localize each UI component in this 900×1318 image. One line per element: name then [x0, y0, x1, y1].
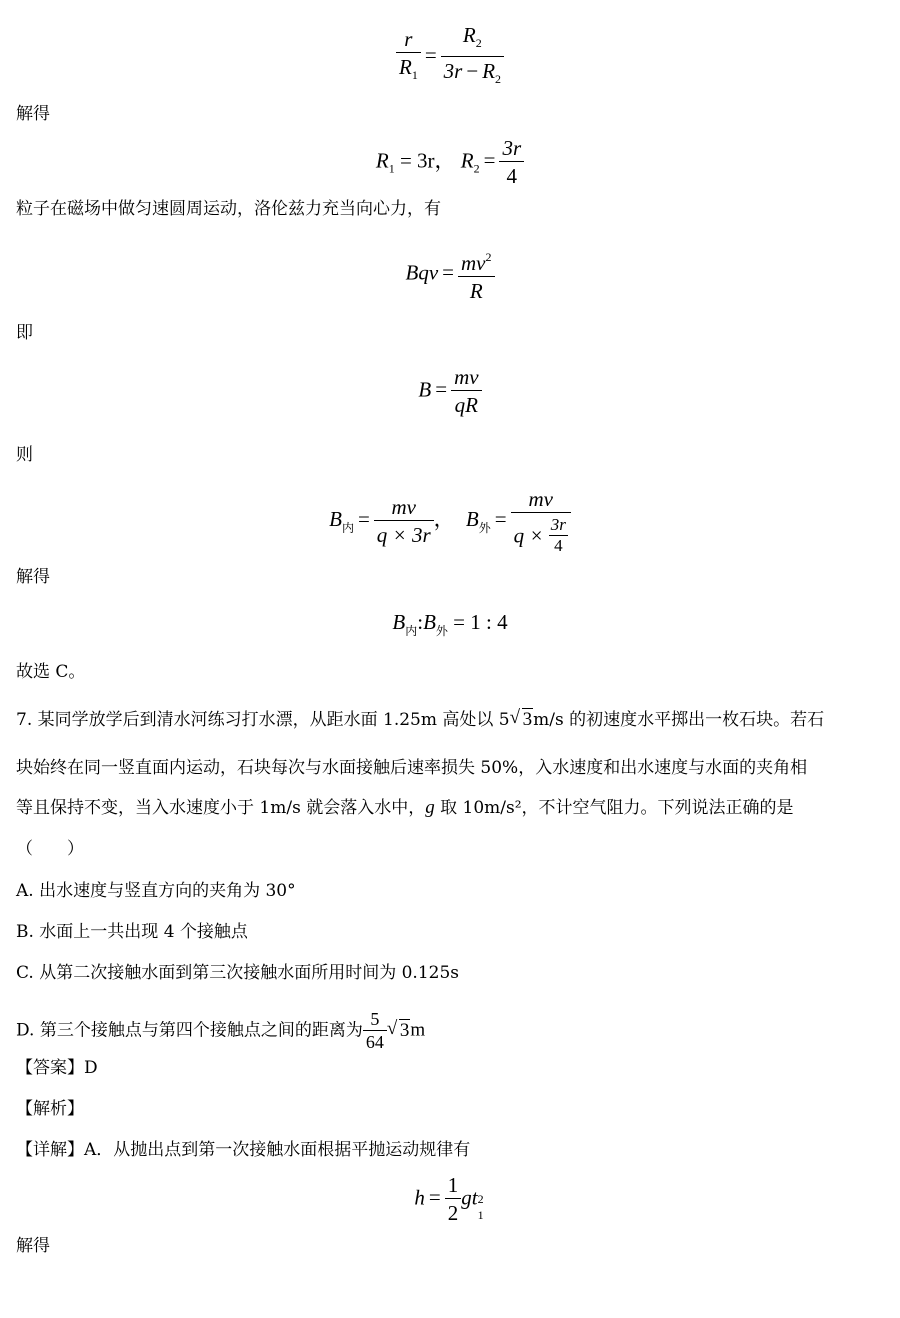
sqrt-3-d: √ 3	[386, 1017, 410, 1041]
question-line-1: 7. 某同学放学后到清水河练习打水漂，从距水面 1.25m 高处以 5 √ 3m/s 的初速度水平掷出一枚石块。若石	[16, 707, 825, 730]
question-line-3: 等且保持不变，当入水速度小于 1m/s 就会落入水中，g 取 10m/s²，不计空气阻力。下列说法正确的是	[16, 797, 794, 818]
equation-ratio: $\frac{r}{R_1}$ = $\frac{R_2}{3r - R_2}$	[0, 22, 900, 93]
fraction-mv2-over-R: $\frac{mv^2}{R}$	[458, 244, 495, 305]
equation-R1-R2-solution: $R_1 = 3r$， $R_2$ = $\frac{3r}{4}$	[0, 135, 900, 190]
fraction-B-inner: $\frac{mv}{q \times 3r}$	[374, 494, 434, 549]
fraction-R2-over-3r-minus-R2: $\frac{R_2}{3r - R_2}$	[441, 22, 504, 93]
analysis-label: 【解析】	[16, 1099, 84, 1119]
option-d: D. 第三个接触点与第四个接触点之间的距离为 $\frac{5}{64}$ √ 3m	[16, 1009, 426, 1052]
fraction-3r-over-4: $\frac{3r}{4}$	[499, 135, 524, 190]
fraction-1-over-2: $\frac{1}{2}$	[445, 1172, 462, 1227]
option-a: A. 出水速度与竖直方向的夹角为 30°	[16, 881, 296, 901]
fraction-3r-over-4-nested: $\frac{3r}{4}$	[550, 515, 566, 555]
option-c: C. 从第二次接触水面到第三次接触水面所用时间为 0.125s	[16, 963, 460, 983]
fraction-mv-over-qR: $\frac{mv}{qR}$	[451, 364, 482, 419]
text-ze: 则	[16, 445, 33, 465]
equation-free-fall: h = $\frac{1}{2}$ gt 2 1	[414, 1173, 484, 1225]
fraction-r-over-R1: $\frac{r}{R_1}$	[396, 26, 421, 89]
answer-label: 【答案】D	[16, 1058, 98, 1078]
text-lorentz-force: 粒子在磁场中做匀速圆周运动，洛伦兹力充当向心力，有	[16, 199, 441, 219]
text-jiede-2: 解得	[16, 567, 50, 587]
question-blank: （ ）	[16, 839, 84, 859]
option-b: B. 水面上一共出现 4 个接触点	[16, 922, 248, 942]
sqrt-3: √ 3	[509, 707, 533, 730]
equation-Bqv: Bqv = $\frac{mv^2}{R}$	[0, 244, 900, 305]
fraction-5-over-64: $\frac{5}{64}$	[363, 1008, 387, 1053]
text-jiede-1: 解得	[16, 104, 50, 124]
text-jiede-3: 解得	[16, 1236, 50, 1256]
fraction-B-outer: mv q × $\frac{3r}{4}$	[511, 486, 571, 556]
text-choose-answer: 故选 C。	[16, 662, 86, 682]
equation-ratio-result: $B_内:B_外 = 1$ : 4	[392, 610, 508, 638]
detail-label: 【详解】A．从抛出点到第一次接触水面根据平抛运动规律有	[16, 1140, 471, 1160]
equation-B: B = $\frac{mv}{qR}$	[0, 364, 900, 419]
question-line-2: 块始终在同一竖直面内运动，石块每次与水面接触后速率损失 50%，入水速度和出水速度与水面的夹角相	[16, 758, 808, 778]
text-ji: 即	[16, 323, 33, 343]
equation-B-inner-outer: $B_内$ = $\frac{mv}{q \times 3r}$ ， $B_外$ = mv q × $\frac{3r}{4}$	[0, 486, 900, 556]
